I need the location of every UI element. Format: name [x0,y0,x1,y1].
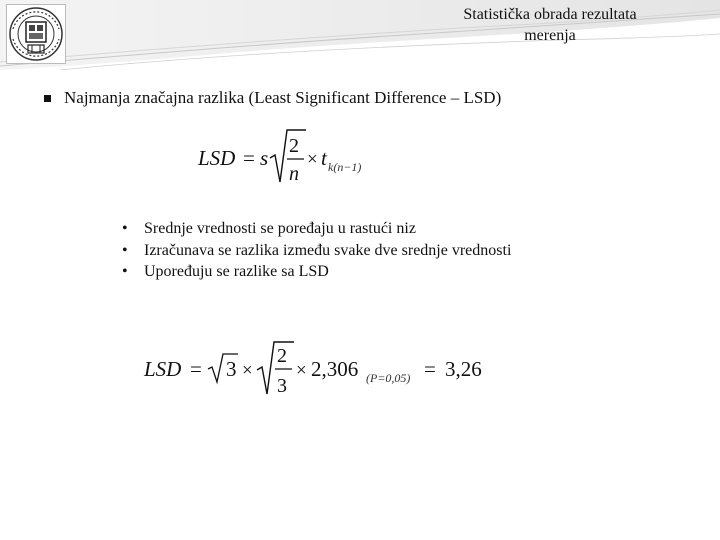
formula-lsd-example [140,338,500,402]
bullet-dot-icon: • [122,241,128,259]
formula-t-sub: k(n−1) [328,160,362,174]
sub-bullet-text: Srednje vrednosti se poređaju u rastući niz [144,220,416,237]
slide-title [400,4,700,46]
formula-t-sub: (P=0,05) [366,371,411,385]
formula-times-2: × [296,360,307,381]
sub-bullet-text: Upoređuju se razlike sa LSD [144,263,329,280]
main-bullet [44,88,501,108]
title-line-2: merenja [524,27,576,44]
main-bullet-text: Najmanja značajna razlika (Least Significant Difference – LSD) [64,88,502,107]
list-item [122,218,511,240]
sub-bullet-text: Izračunava se razlika između svake dve srednje vrednosti [144,241,512,259]
formula-lhs: LSD [144,357,182,381]
formula-sqrt-arg: 3 [226,357,237,381]
list-item [122,240,511,262]
title-line-1: Statistička obrada rezultata [463,6,637,23]
formula-eq-2: = [424,357,436,381]
formula-frac-den: n [289,163,299,185]
formula-result: 3,26 [445,357,482,381]
formula-eq: = [190,357,202,381]
formula-t-value: 2,306 [311,357,359,381]
bullet-dot-icon: • [122,263,128,280]
formula-times-1: × [242,360,253,381]
list-item [122,261,511,283]
formula-times: × [307,149,318,170]
square-bullet-icon [44,95,51,102]
university-seal-icon [6,4,66,64]
formula-s: s [260,146,269,170]
formula-frac-den: 3 [277,375,287,397]
formula-lhs: LSD [198,146,236,170]
sub-bullet-list [122,218,511,283]
formula-lsd-general [196,128,376,192]
formula-eq: = [243,146,255,170]
formula-t: t [321,146,327,170]
formula-frac-num: 2 [277,345,287,367]
bullet-dot-icon: • [122,220,128,237]
formula-frac-num: 2 [289,135,299,157]
